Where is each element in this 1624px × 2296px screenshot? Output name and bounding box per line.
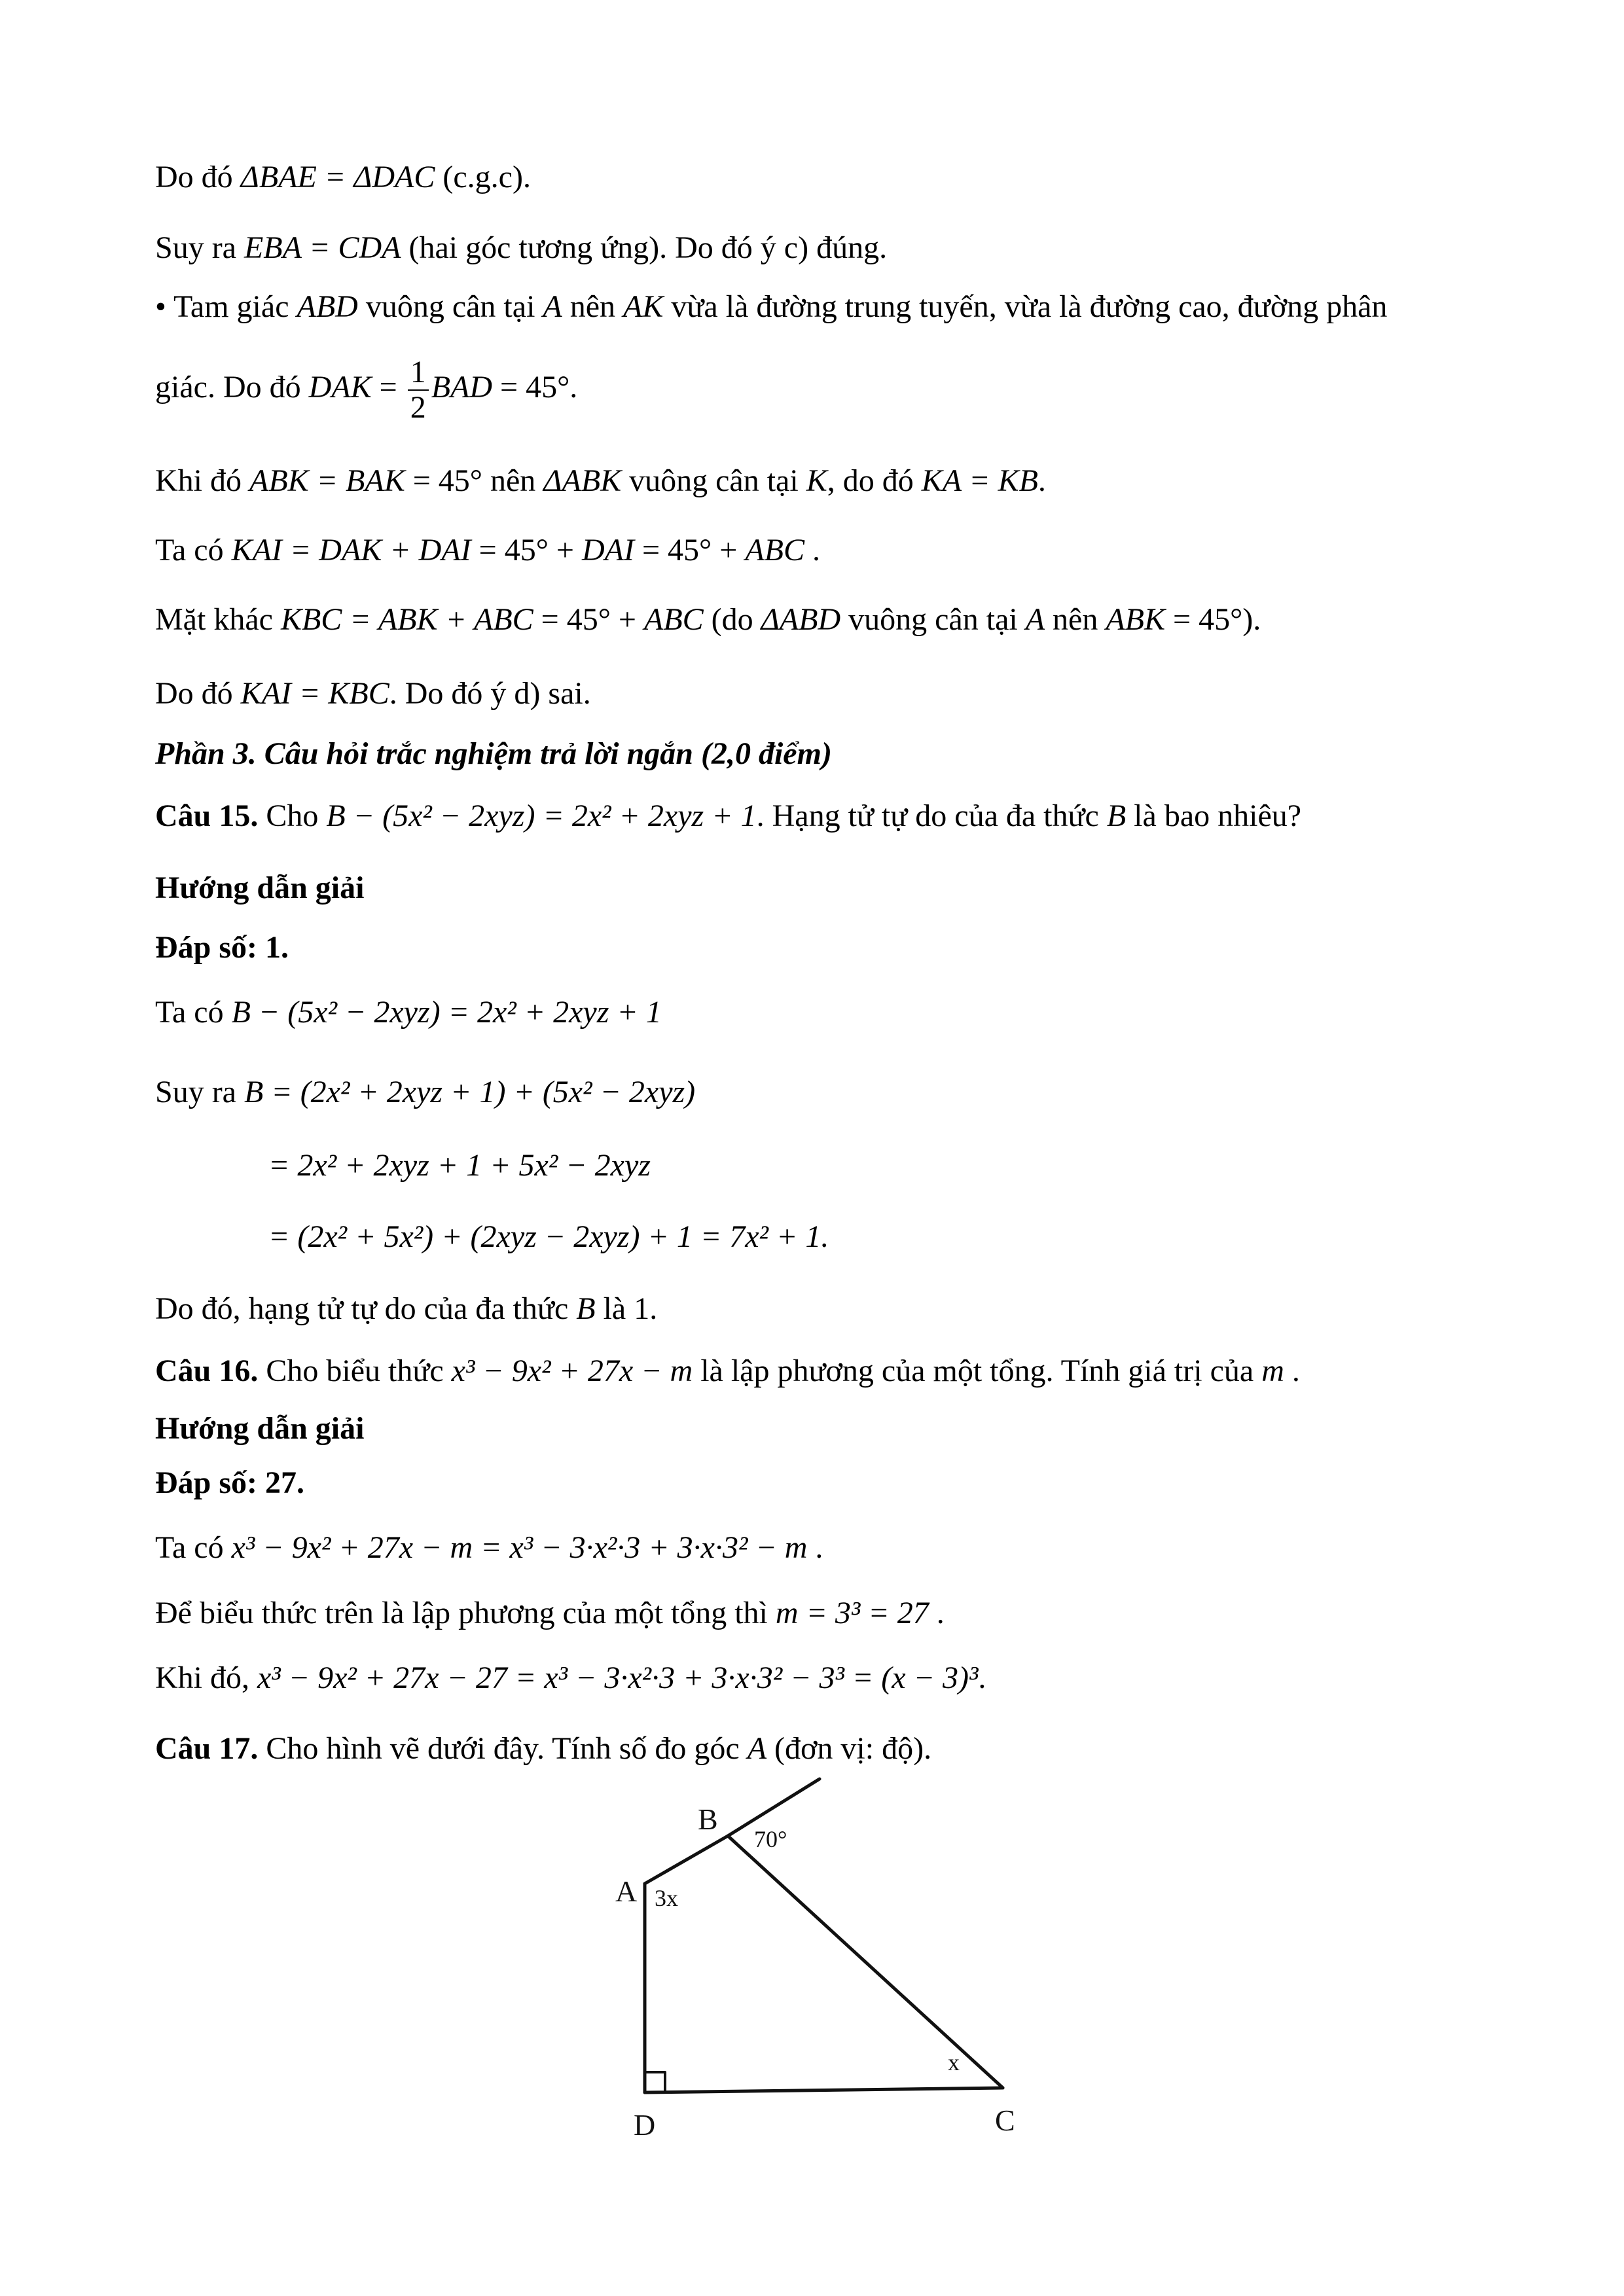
math-var: B — [1106, 798, 1127, 833]
math-expr: x³ − 9x² + 27x − 27 = x³ − 3·x²·3 + 3·x·3² − 3³ = (x − 3)³ — [257, 1660, 979, 1695]
math-expr: DAI — [582, 533, 634, 567]
text: vuông cân tại — [621, 463, 806, 498]
fraction-numerator: 1 — [408, 355, 429, 391]
text: Do đó — [155, 160, 241, 194]
math-expr: BAD — [431, 370, 492, 404]
text: nên — [1045, 602, 1106, 637]
text: Để biểu thức trên là lập phương của một tổng thì — [155, 1596, 776, 1630]
right-angle-marker-d — [645, 2072, 665, 2092]
q15-answer: Đáp số: 1. — [155, 930, 289, 965]
text: = 45° nên — [405, 463, 544, 498]
text: Khi đó, — [155, 1660, 257, 1695]
label-angle-c-x: x — [948, 2049, 960, 2075]
math-expr: B − (5x² − 2xyz) — [326, 798, 535, 833]
math-expr: KA = KB — [921, 463, 1038, 498]
math-expr: = 2x² + 2xyz + 1 — [535, 798, 757, 833]
text: nên — [562, 289, 624, 324]
math-expr: A — [543, 289, 562, 324]
math-expr: ABK = BAK — [249, 463, 405, 498]
math-expr: DAK — [308, 370, 372, 404]
question-label: Câu 16. — [155, 1354, 259, 1388]
text: Khi đó — [155, 463, 249, 498]
text: giác. Do đó — [155, 370, 309, 404]
text: là bao nhiêu? — [1126, 798, 1302, 833]
text: . — [1038, 463, 1046, 498]
math-expr: ΔBAE = ΔDAC — [240, 160, 435, 194]
text: . — [1284, 1354, 1300, 1388]
math-expr: ABK — [1106, 602, 1166, 637]
math-expr: x³ − 9x² + 27x − m — [451, 1354, 693, 1388]
math-expr: = (2x² + 5x²) + (2xyz − 2xyz) + 1 = 7x² + 1. — [268, 1219, 829, 1254]
math-expr: ABC — [745, 533, 804, 567]
math-expr: x³ − 9x² + 27x − m = x³ − 3·x²·3 + 3·x·3² − m — [231, 1530, 808, 1565]
text: vuông cân tại — [840, 602, 1026, 637]
math-expr: B = (2x² + 2xyz + 1) + (5x² − 2xyz) — [244, 1075, 696, 1109]
question-label: Câu 17. — [155, 1731, 259, 1766]
text: . — [807, 1530, 823, 1565]
text: là lập phương của một tổng. Tính giá trị của — [693, 1354, 1262, 1388]
text: Cho biểu thức — [258, 1354, 452, 1388]
segment-dc — [645, 2088, 1003, 2092]
text: , do đó — [827, 463, 922, 498]
math-var: A — [747, 1731, 767, 1766]
math-expr: ΔABK — [543, 463, 622, 498]
text: (c.g.c). — [435, 160, 531, 194]
text: . — [804, 533, 820, 567]
math-expr: KAI = DAK + DAI — [231, 533, 471, 567]
text: vuông cân tại — [357, 289, 543, 324]
math-expr: KBC = ABK + ABC — [280, 602, 533, 637]
text: Ta có — [155, 533, 232, 567]
q15-guide-heading: Hướng dẫn giải — [155, 870, 365, 905]
math-expr: AK — [623, 289, 664, 324]
math-expr: m = 3³ = 27 — [775, 1596, 929, 1630]
text: Suy ra — [155, 230, 244, 265]
math-expr: KAI = KBC — [240, 676, 389, 711]
label-vertex-a: A — [615, 1874, 638, 1908]
label-vertex-d: D — [634, 2108, 656, 2142]
text: = — [371, 370, 405, 404]
text: vừa là đường trung tuyến, vừa là đường cao, đường phân — [663, 289, 1388, 324]
section-points: (2,0 điểm) — [700, 736, 832, 771]
text: . — [928, 1596, 945, 1630]
text: = 45° + — [533, 602, 644, 637]
text: (do — [703, 602, 761, 637]
math-expr: K — [806, 463, 827, 498]
text: Ta có — [155, 1530, 232, 1565]
q16-guide-heading: Hướng dẫn giải — [155, 1411, 365, 1446]
bullet-icon: • — [155, 289, 166, 324]
label-vertex-c: C — [995, 2104, 1015, 2137]
math-expr: ABD — [297, 289, 358, 324]
math-var: B — [576, 1291, 596, 1326]
label-vertex-b: B — [698, 1803, 718, 1836]
text: Tam giác — [166, 289, 297, 324]
text: Do đó — [155, 676, 241, 711]
math-var: m — [1261, 1354, 1284, 1388]
segment-cb — [728, 1836, 1003, 2088]
text: (hai góc tương ứng). Do đó ý c) đúng. — [401, 230, 888, 265]
text: . Do đó ý d) sai. — [389, 676, 591, 711]
text: = 45° + — [471, 533, 582, 567]
label-angle-b-70: 70° — [754, 1826, 787, 1852]
math-expr: A — [1025, 602, 1045, 637]
text: (đơn vị: độ). — [767, 1731, 932, 1766]
text: Cho — [258, 798, 327, 833]
text: = 45° + — [634, 533, 746, 567]
question-label: Câu 15. — [155, 798, 259, 833]
text: Mặt khác — [155, 602, 281, 637]
math-expr: EBA = CDA — [244, 230, 401, 265]
text: Do đó, hạng tử tự do của đa thức — [155, 1291, 577, 1326]
text: = 45°). — [1165, 602, 1261, 637]
math-expr: = 2x² + 2xyz + 1 + 5x² − 2xyz — [268, 1148, 651, 1183]
math-expr: ΔABD — [761, 602, 841, 637]
label-angle-a-3x: 3x — [655, 1885, 678, 1911]
q16-answer: Đáp số: 27. — [155, 1465, 305, 1500]
math-expr: ABC — [644, 602, 704, 637]
section-title: Phần 3. Câu hỏi trắc nghiệm trả lời ngắn — [155, 736, 701, 771]
text: Cho hình vẽ dưới đây. Tính số đo góc — [258, 1731, 748, 1766]
text: = 45°. — [492, 370, 578, 404]
text: là 1. — [595, 1291, 658, 1326]
text: Suy ra — [155, 1075, 244, 1109]
math-expr: B − (5x² − 2xyz) = 2x² + 2xyz + 1 — [231, 995, 662, 1030]
segment-ab — [645, 1836, 728, 1884]
fraction-denominator: 2 — [410, 389, 426, 425]
text: . — [978, 1660, 986, 1695]
text: Ta có — [155, 995, 232, 1030]
text: . Hạng tử tự do của đa thức — [756, 798, 1107, 833]
